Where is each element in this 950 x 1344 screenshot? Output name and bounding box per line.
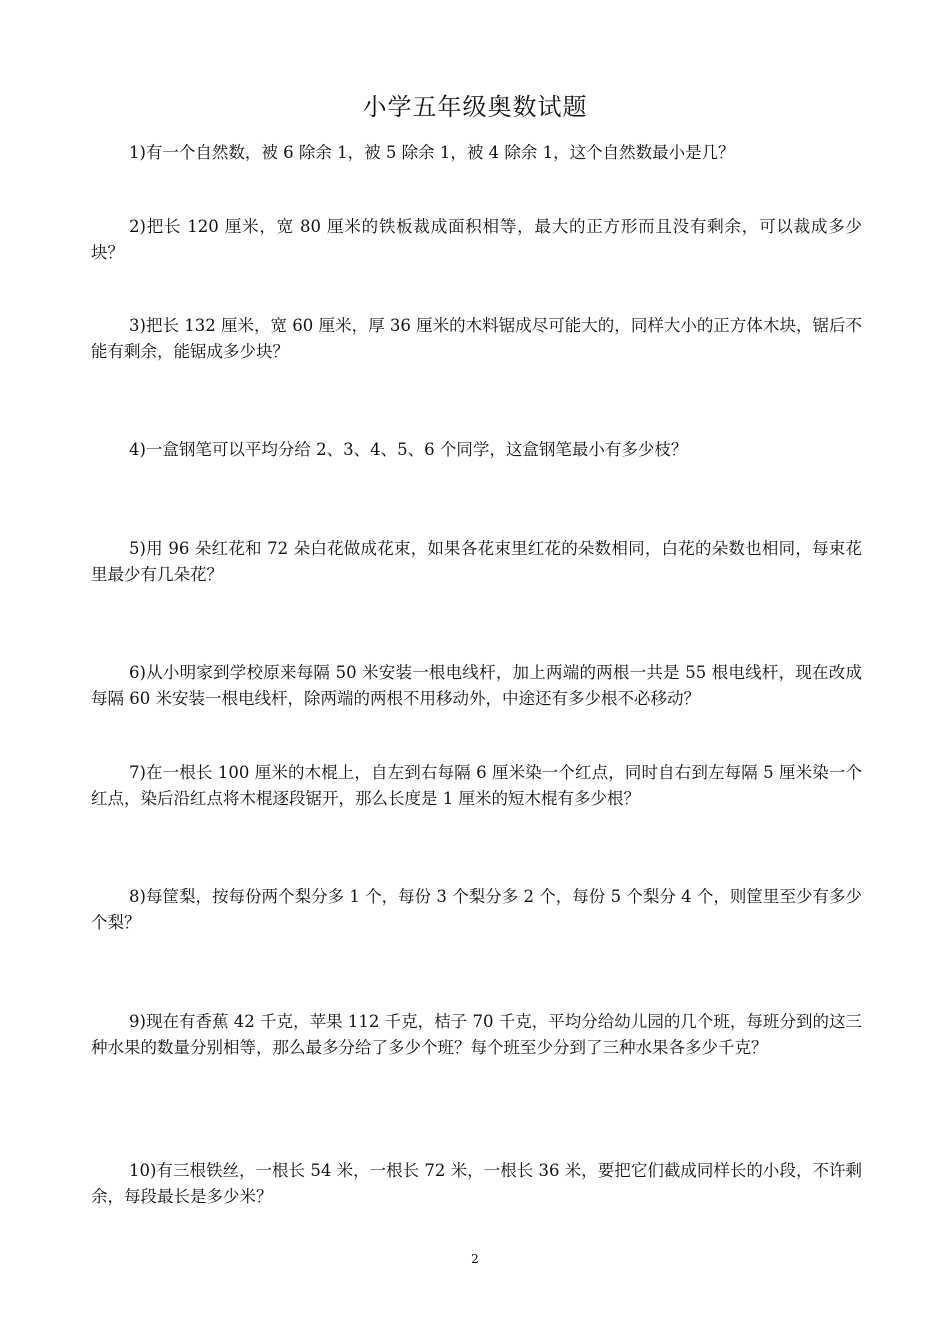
question-9: 9)现在有香蕉 42 千克，苹果 112 千克，桔子 70 千克，平均分给幼儿园的几个班，每班分到的这三种水果的数量分别相等，那么最多分给了多少个班？每个班至少分到了三种水果各多少千克？ — [91, 1012, 862, 1057]
question-4: 4)一盒钢笔可以平均分给 2、3、4、5、6 个同学，这盒钢笔最小有多少枝？ — [129, 440, 688, 459]
question-7: 7)在一根长 100 厘米的木棍上，自左到右每隔 6 厘米染一个红点，同时自右到左每隔 5 厘米染一个红点，染后沿红点将木棍逐段锯开，那么长度是 1 厘米的短木棍有多少根？ — [91, 763, 862, 808]
page-number: 2 — [471, 1252, 479, 1266]
question-3: 3)把长 132 厘米，宽 60 厘米，厚 36 厘米的木料锯成尽可能大的，同样大小的正方体木块，锯后不能有剩余，能锯成多少块？ — [91, 316, 862, 361]
question-10: 10)有三根铁丝，一根长 54 米，一根长 72 米，一根长 36 米，要把它们截成同样长的小段，不许剩余，每段最长是多少米？ — [91, 1161, 862, 1206]
question-5: 5)用 96 朵红花和 72 朵白花做成花束，如果各花束里红花的朵数相同，白花的朵数也相同，每束花里最少有几朵花？ — [91, 539, 862, 584]
question-6: 6)从小明家到学校原来每隔 50 米安装一根电线杆，加上两端的两根一共是 55 根电线杆，现在改成每隔 60 米安装一根电线杆，除两端的两根不用移动外，中途还有多少根不必移动？ — [91, 663, 862, 708]
page-title: 小学五年级奥数试题 — [362, 93, 588, 121]
question-2: 2)把长 120 厘米，宽 80 厘米的铁板裁成面积相等，最大的正方形而且没有剩余，可以裁成多少块？ — [91, 217, 862, 262]
question-8: 8)每筐梨，按每份两个梨分多 1 个，每份 3 个梨分多 2 个，每份 5 个梨分 4 个，则筐里至少有多少个梨？ — [91, 887, 862, 932]
question-1: 1)有一个自然数，被 6 除余 1，被 5 除余 1，被 4 除余 1，这个自然数最小是几？ — [129, 143, 735, 162]
